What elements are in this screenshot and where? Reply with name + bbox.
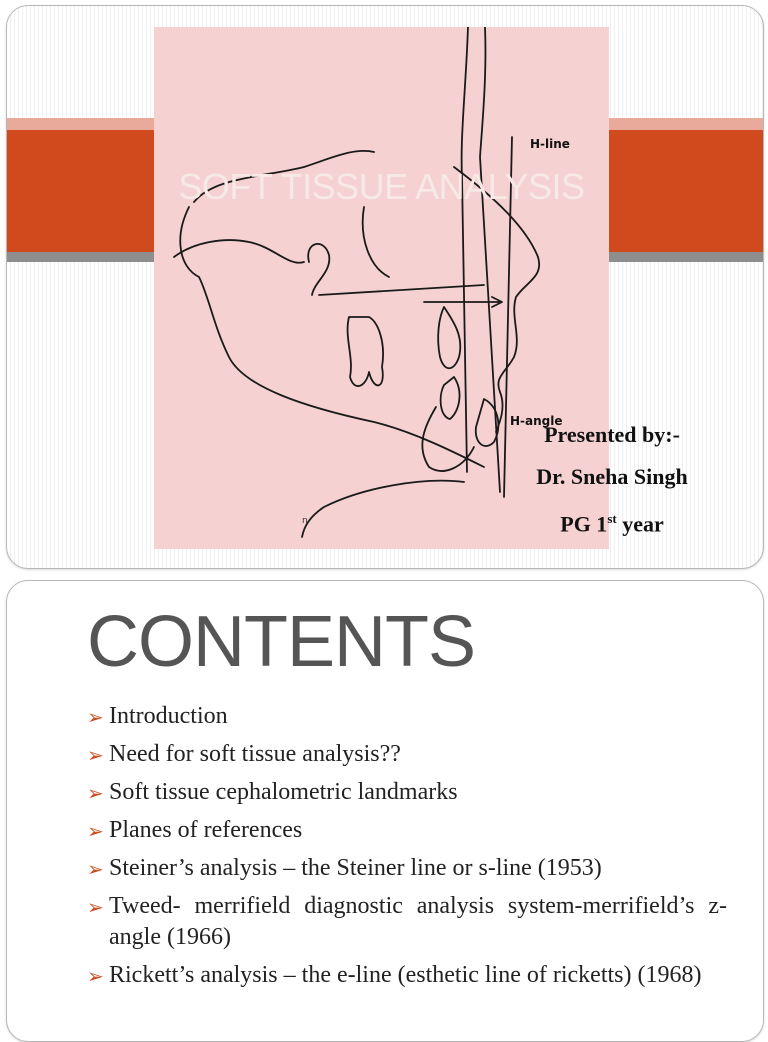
course-suffix: year xyxy=(616,511,664,537)
title-slide xyxy=(6,5,764,569)
list-item xyxy=(87,853,727,884)
presented-by-label: Presented by:- xyxy=(544,422,680,447)
presenter-name: Dr. Sneha Singh xyxy=(536,464,688,489)
h-line-label: H-line xyxy=(530,137,570,151)
arrow-right-icon: ➢ xyxy=(87,819,104,843)
list-item xyxy=(87,777,727,808)
course-prefix: PG 1 xyxy=(560,511,608,537)
contents-list xyxy=(87,701,727,998)
list-item xyxy=(87,739,727,770)
list-item-text: Steiner’s analysis – the Steiner line or s-line (1953) xyxy=(109,855,602,881)
list-item xyxy=(87,701,727,732)
list-item-text: Rickett’s analysis – the e-line (esthetic line of ricketts) (1968) xyxy=(109,962,702,988)
arrow-right-icon: ➢ xyxy=(87,781,104,805)
contents-heading: CONTENTS xyxy=(87,602,475,682)
list-item-text: Need for soft tissue analysis?? xyxy=(109,741,401,767)
list-item-text: Soft tissue cephalometric landmarks xyxy=(109,779,458,805)
presenter-course xyxy=(497,498,727,545)
arrow-right-icon: ➢ xyxy=(87,705,104,729)
list-item-text: Planes of references xyxy=(109,817,303,843)
course-ordinal: st xyxy=(607,511,617,526)
arrow-right-icon: ➢ xyxy=(87,895,104,919)
arrow-right-icon: ➢ xyxy=(87,857,104,881)
arrow-right-icon: ➢ xyxy=(87,964,104,988)
corner-mark: n xyxy=(302,516,308,526)
list-item-text: Introduction xyxy=(109,703,228,729)
contents-slide xyxy=(6,580,764,1042)
slide-title: SOFT TISSUE ANALYSIS xyxy=(178,166,585,207)
list-item xyxy=(87,815,727,846)
list-item-text: Tweed- merrifield diagnostic analysis system-merrifield’s z-angle (1966) xyxy=(109,893,727,950)
h-angle-label: H-angle xyxy=(510,414,563,428)
presenter-block xyxy=(497,414,727,545)
list-item xyxy=(87,960,727,991)
list-item xyxy=(87,891,727,953)
arrow-right-icon: ➢ xyxy=(87,743,104,767)
